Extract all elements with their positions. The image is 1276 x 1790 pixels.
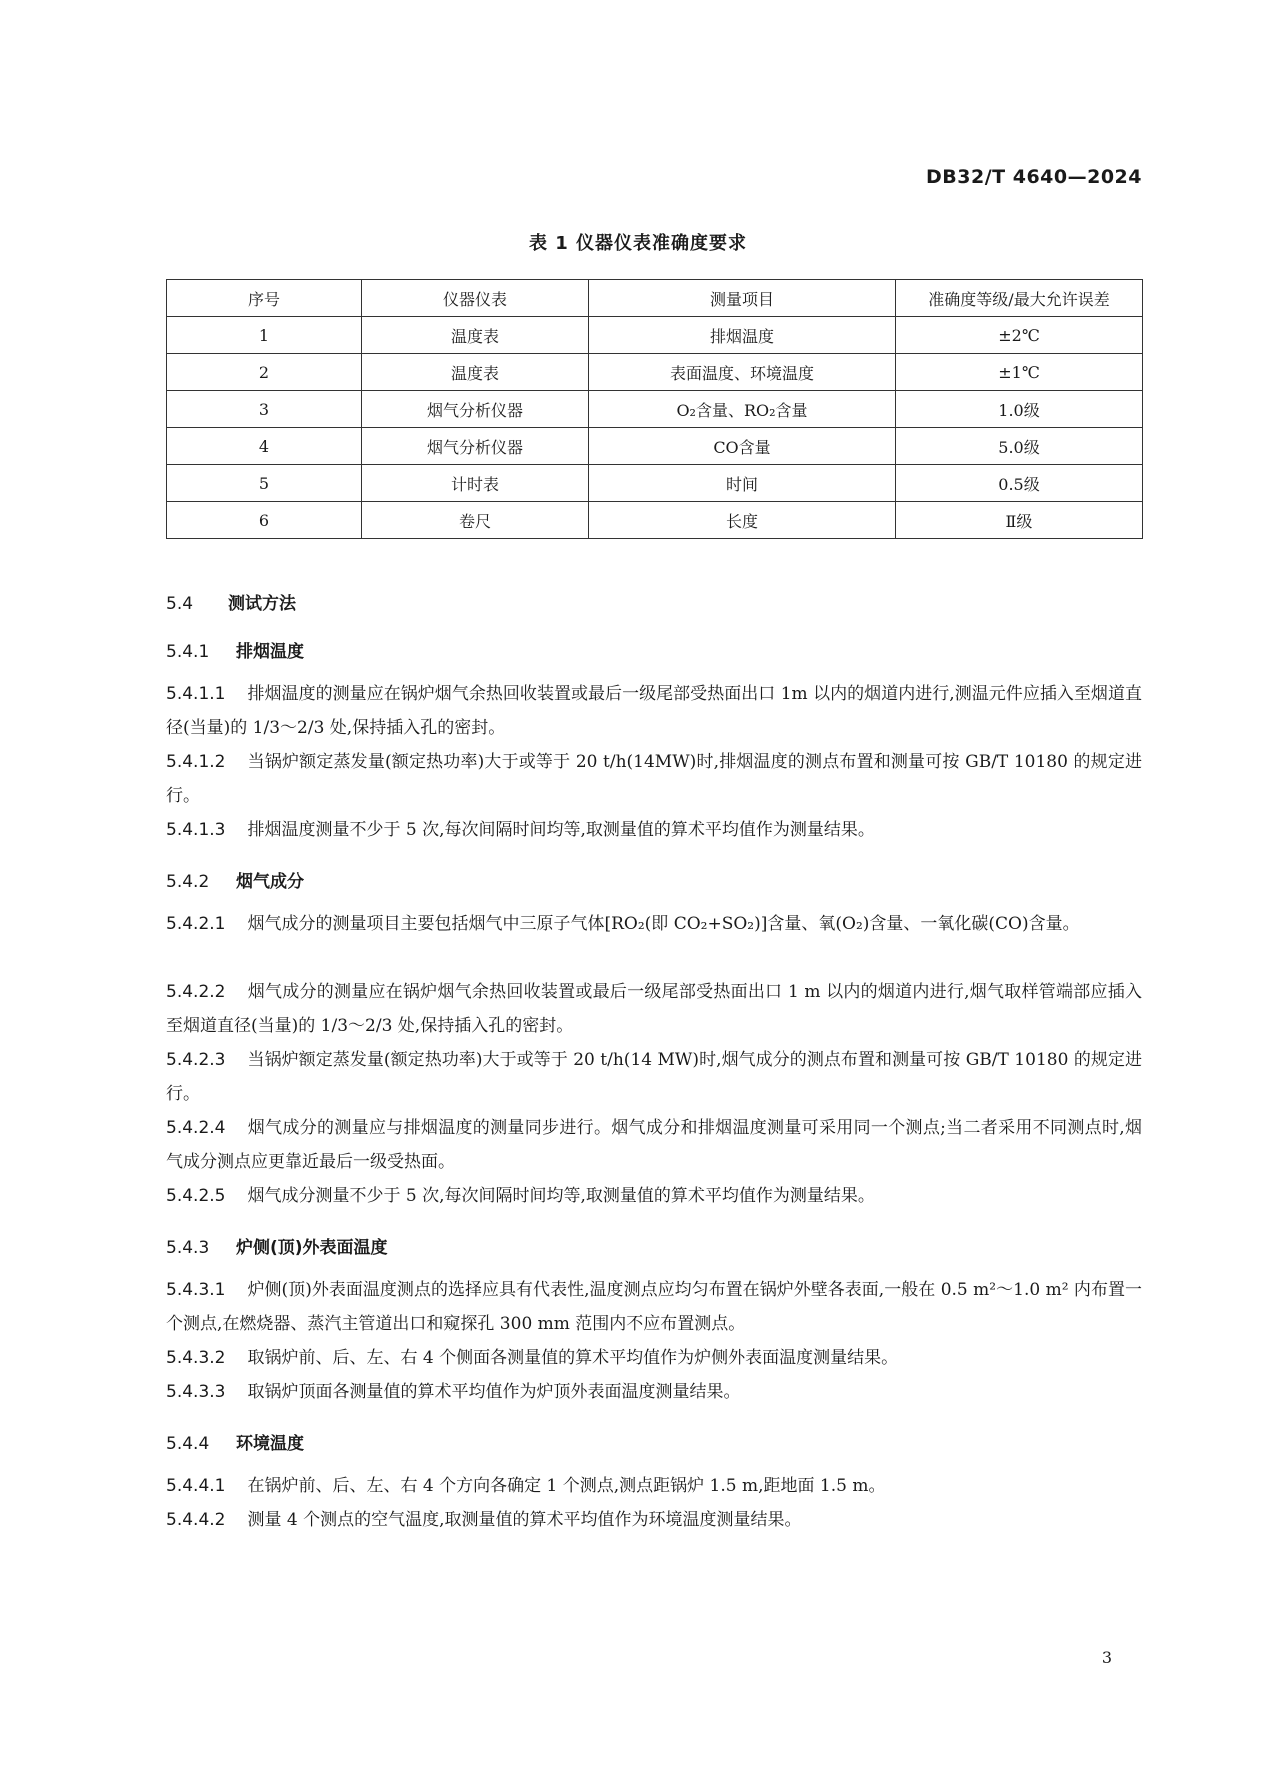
- clause-text: 取锅炉顶面各测量值的算术平均值作为炉顶外表面温度测量结果。: [247, 1382, 741, 1402]
- table-cell: 4: [167, 428, 362, 465]
- clause-number: 5.4.3.3: [166, 1382, 226, 1402]
- clause-number: 5.4.2.4: [166, 1118, 226, 1138]
- clause-5-4-2-5: [166, 1179, 1142, 1213]
- standard-code: DB32/T 4640—2024: [926, 166, 1142, 188]
- section-heading-5-4-2: [166, 867, 304, 892]
- clause-5-4-2-2: [166, 975, 1142, 1043]
- section-title: 炉侧(顶)外表面温度: [236, 1238, 388, 1258]
- clause-5-4-1-2: [166, 745, 1142, 813]
- page-number: 3: [1101, 1648, 1112, 1667]
- table-header-cell: 序号: [167, 280, 362, 317]
- clause-number: 5.4.1.3: [166, 820, 226, 840]
- clause-5-4-2-1: [166, 907, 1142, 941]
- clause-text: 烟气成分的测量应在锅炉烟气余热回收装置或最后一级尾部受热面出口 1 m 以内的烟道内进行,烟气取样管端部应插入至烟道直径(当量)的 1/3～2/3 处,保持插入孔的密封。: [166, 982, 1142, 1036]
- table-cell: 6: [167, 502, 362, 539]
- clause-5-4-3-2: [166, 1341, 1142, 1375]
- clause-number: 5.4.2.2: [166, 982, 226, 1002]
- table-cell: Ⅱ级: [896, 502, 1143, 539]
- section-title: 排烟温度: [236, 642, 304, 662]
- section-heading-5-4-4: [166, 1429, 304, 1454]
- table-cell: 3: [167, 391, 362, 428]
- clause-number: 5.4.3.2: [166, 1348, 226, 1368]
- clause-number: 5.4.2.3: [166, 1050, 226, 1070]
- table-header-cell: 仪器仪表: [362, 280, 589, 317]
- clause-5-4-2-4: [166, 1111, 1142, 1179]
- table-cell: 排烟温度: [589, 317, 896, 354]
- table-row: [167, 502, 1143, 539]
- table-cell: 温度表: [362, 317, 589, 354]
- table-cell: CO含量: [589, 428, 896, 465]
- table-cell: O₂含量、RO₂含量: [589, 391, 896, 428]
- table-cell: 5: [167, 465, 362, 502]
- clause-text: 当锅炉额定蒸发量(额定热功率)大于或等于 20 t/h(14 MW)时,烟气成分的测点布置和测量可按 GB/T 10180 的规定进行。: [166, 1050, 1142, 1104]
- section-title: 环境温度: [236, 1434, 304, 1454]
- clause-number: 5.4.1.2: [166, 752, 226, 772]
- section-title: 测试方法: [228, 594, 296, 614]
- table-cell: 0.5级: [896, 465, 1143, 502]
- section-number: 5.4.1: [166, 642, 210, 662]
- table-row: [167, 465, 1143, 502]
- table-cell: ±2℃: [896, 317, 1143, 354]
- clause-text: 当锅炉额定蒸发量(额定热功率)大于或等于 20 t/h(14MW)时,排烟温度的测点布置和测量可按 GB/T 10180 的规定进行。: [166, 752, 1142, 806]
- clause-text: 排烟温度的测量应在锅炉烟气余热回收装置或最后一级尾部受热面出口 1m 以内的烟道内进行,测温元件应插入至烟道直径(当量)的 1/3～2/3 处,保持插入孔的密封。: [166, 684, 1142, 738]
- table-row: [167, 317, 1143, 354]
- clause-number: 5.4.4.2: [166, 1510, 226, 1530]
- clause-number: 5.4.2.1: [166, 914, 226, 934]
- clause-5-4-4-2: [166, 1503, 1142, 1537]
- clause-5-4-1-1: [166, 677, 1142, 745]
- table-cell: 5.0级: [896, 428, 1143, 465]
- table-cell: 温度表: [362, 354, 589, 391]
- table-row: [167, 428, 1143, 465]
- table-title: 表 1 仪器仪表准确度要求: [528, 233, 748, 254]
- clause-text: 取锅炉前、后、左、右 4 个侧面各测量值的算术平均值作为炉侧外表面温度测量结果。: [247, 1348, 899, 1368]
- table-cell: 烟气分析仪器: [362, 391, 589, 428]
- table-header-row: [167, 280, 1143, 317]
- table-cell: 计时表: [362, 465, 589, 502]
- clause-text: 排烟温度测量不少于 5 次,每次间隔时间均等,取测量值的算术平均值作为测量结果。: [247, 820, 875, 840]
- clause-5-4-4-1: [166, 1469, 1142, 1503]
- table-cell: 烟气分析仪器: [362, 428, 589, 465]
- table-cell: 1.0级: [896, 391, 1143, 428]
- table-header-cell: 测量项目: [589, 280, 896, 317]
- clause-text: 烟气成分的测量应与排烟温度的测量同步进行。烟气成分和排烟温度测量可采用同一个测点;当二者采用不同测点时,烟气成分测点应更靠近最后一级受热面。: [166, 1118, 1142, 1172]
- clause-text: 烟气成分测量不少于 5 次,每次间隔时间均等,取测量值的算术平均值作为测量结果。: [247, 1186, 875, 1206]
- section-number: 5.4.4: [166, 1434, 210, 1454]
- clause-number: 5.4.2.5: [166, 1186, 226, 1206]
- table-cell: 卷尺: [362, 502, 589, 539]
- table-header-cell: 准确度等级/最大允许误差: [896, 280, 1143, 317]
- clause-number: 5.4.3.1: [166, 1280, 226, 1300]
- section-number: 5.4.2: [166, 872, 210, 892]
- section-title: 烟气成分: [236, 872, 304, 892]
- clause-text: 炉侧(顶)外表面温度测点的选择应具有代表性,温度测点应均匀布置在锅炉外壁各表面,一般在 0.5 m²～1.0 m² 内布置一个测点,在燃烧器、蒸汽主管道出口和窥探孔 300 mm 范围内不应布置测点。: [166, 1280, 1142, 1334]
- section-heading-5-4-1: [166, 637, 304, 662]
- table-cell: 2: [167, 354, 362, 391]
- section-number: 5.4.3: [166, 1238, 210, 1258]
- clause-5-4-2-3: [166, 1043, 1142, 1111]
- clause-5-4-1-3: [166, 813, 1142, 847]
- clause-number: 5.4.4.1: [166, 1476, 226, 1496]
- section-number: 5.4: [166, 594, 194, 614]
- table-cell: 时间: [589, 465, 896, 502]
- section-heading-5-4: [166, 589, 296, 614]
- clause-number: 5.4.1.1: [166, 684, 226, 704]
- table-row: [167, 391, 1143, 428]
- clause-text: 在锅炉前、后、左、右 4 个方向各确定 1 个测点,测点距锅炉 1.5 m,距地面 1.5 m。: [247, 1476, 886, 1496]
- table-cell: 表面温度、环境温度: [589, 354, 896, 391]
- table-cell: 1: [167, 317, 362, 354]
- table-row: [167, 354, 1143, 391]
- section-heading-5-4-3: [166, 1233, 388, 1258]
- table-cell: ±1℃: [896, 354, 1143, 391]
- clause-text: 测量 4 个测点的空气温度,取测量值的算术平均值作为环境温度测量结果。: [247, 1510, 802, 1530]
- clause-5-4-3-1: [166, 1273, 1142, 1341]
- accuracy-table: [166, 279, 1143, 539]
- table-cell: 长度: [589, 502, 896, 539]
- clause-text: 烟气成分的测量项目主要包括烟气中三原子气体[RO₂(即 CO₂+SO₂)]含量、氧(O₂)含量、一氧化碳(CO)含量。: [247, 914, 1080, 934]
- clause-5-4-3-3: [166, 1375, 1142, 1409]
